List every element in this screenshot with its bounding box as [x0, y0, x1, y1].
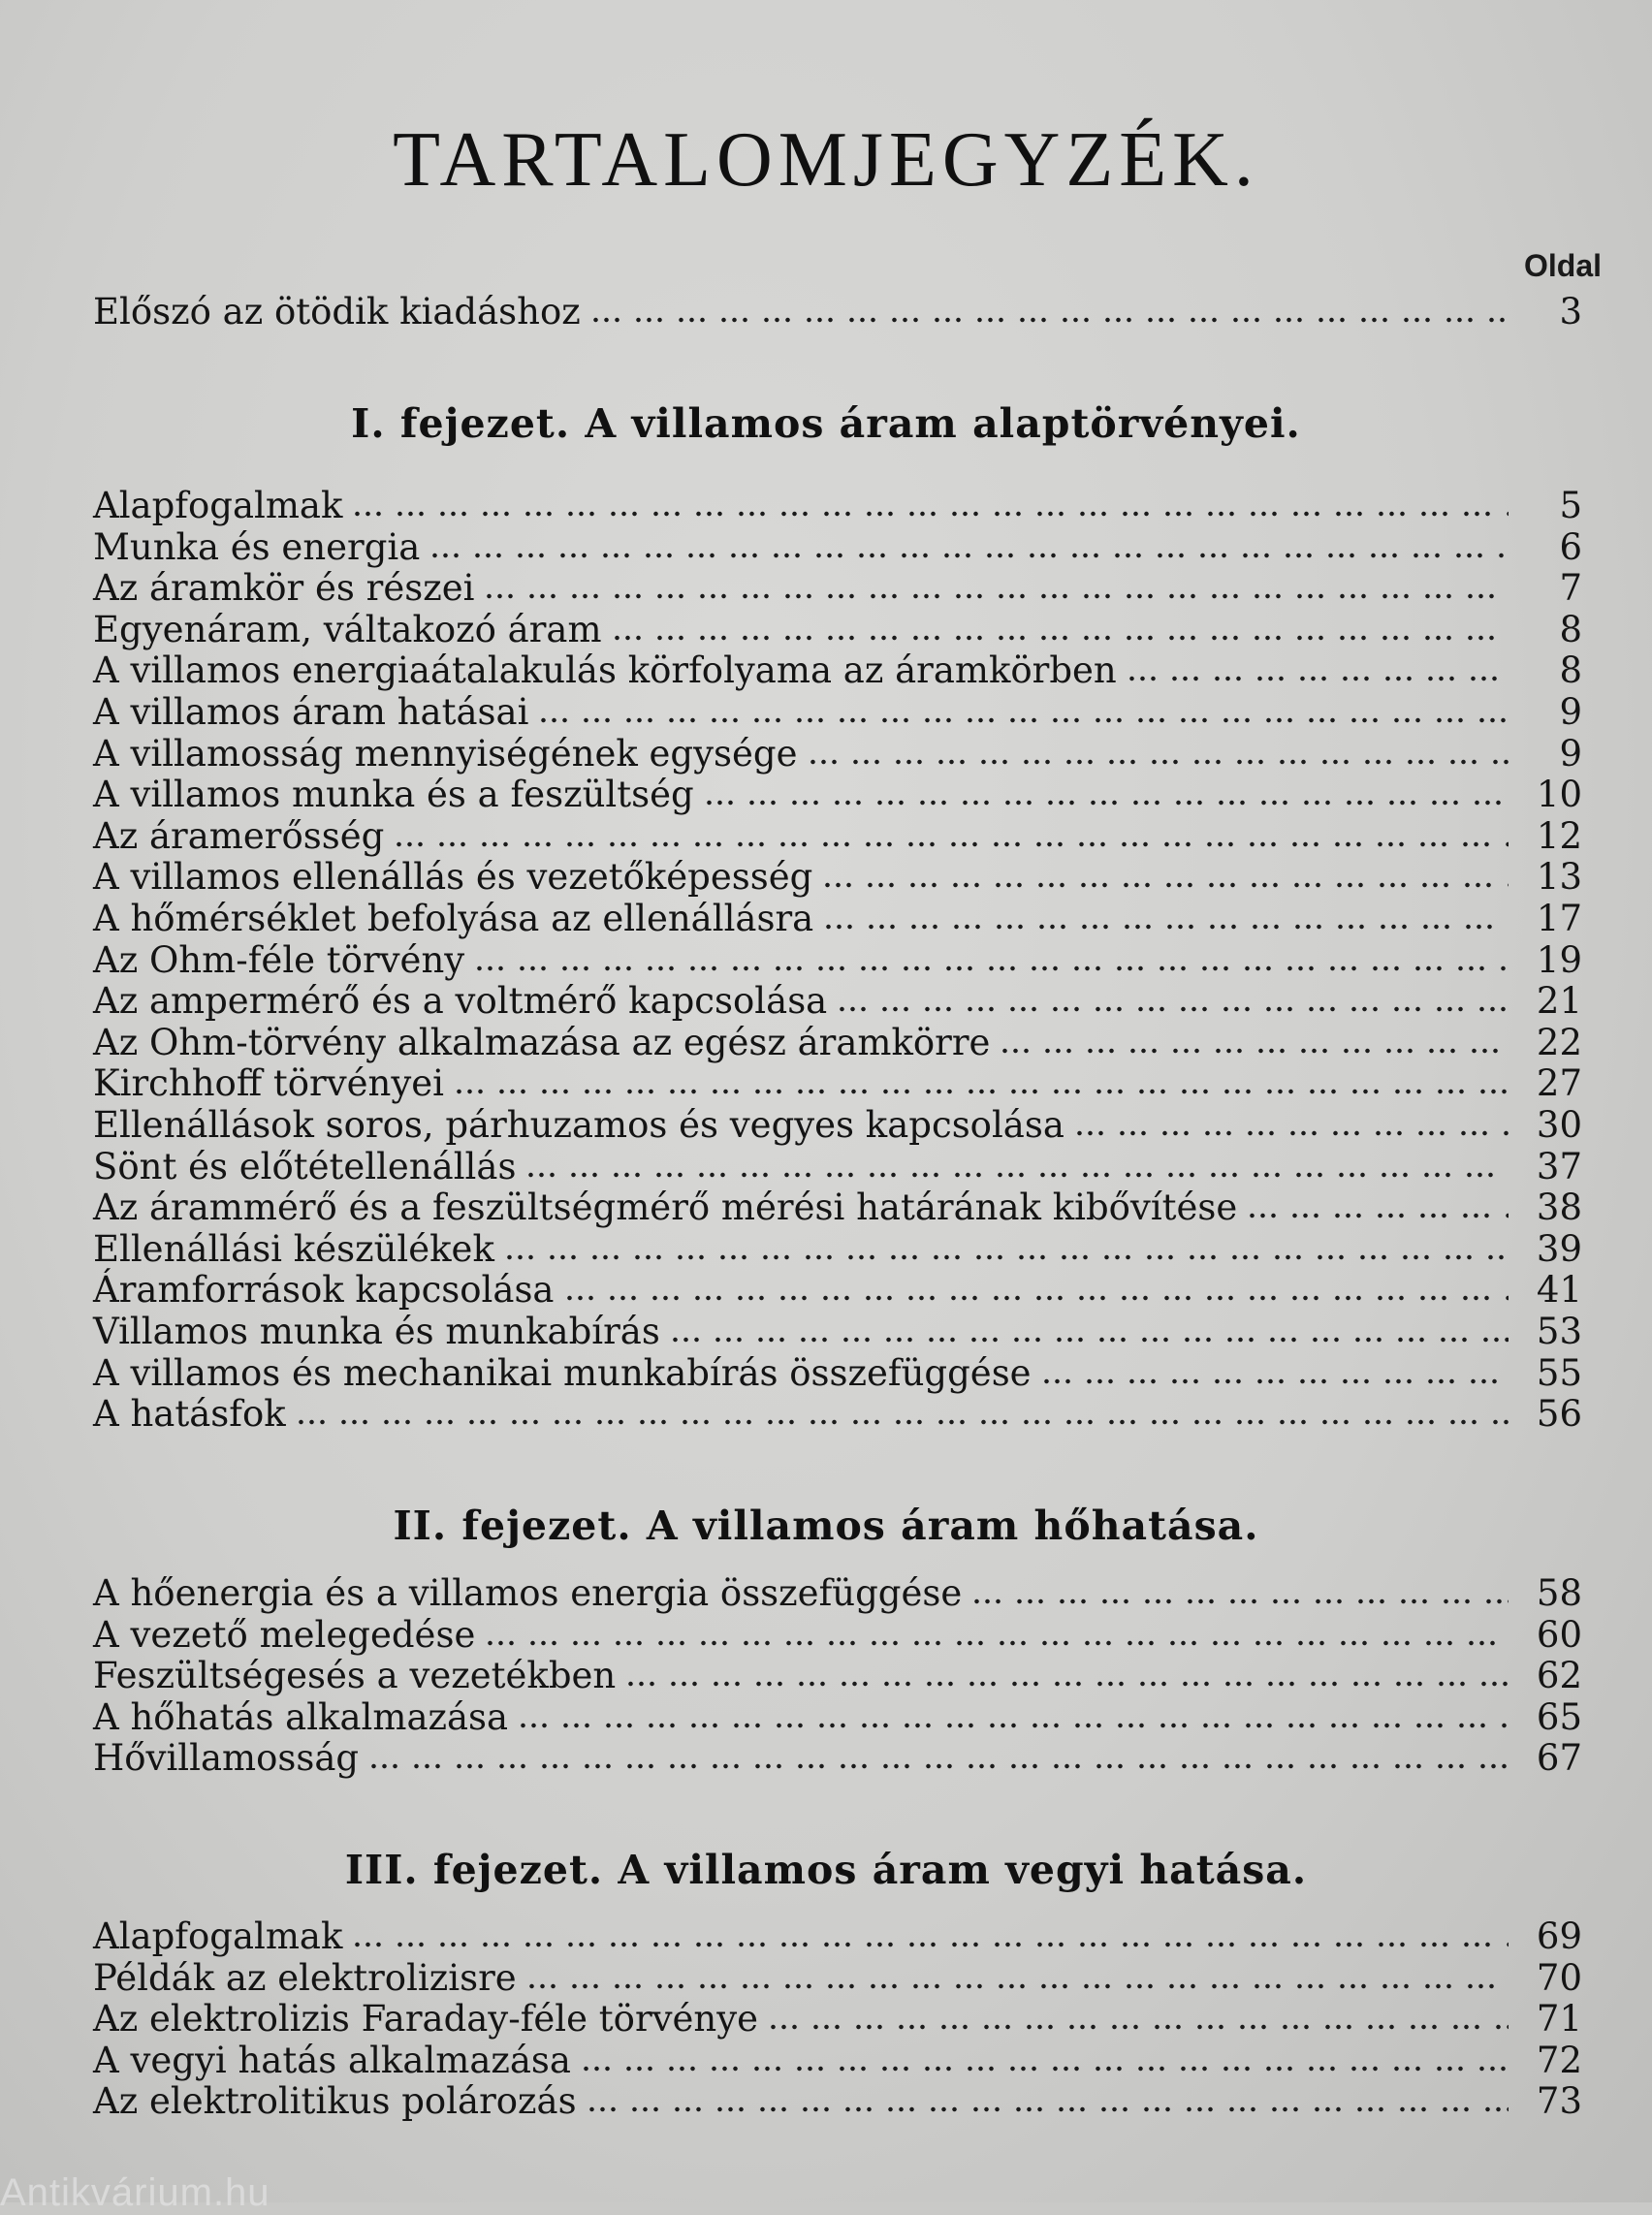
toc-entry-label: Munka és energia	[93, 526, 421, 568]
toc-entry-label: Az Ohm-törvény alkalmazása az egész áramkörre	[93, 1022, 991, 1063]
dot-leader	[704, 800, 1509, 806]
page-column-header: Oldal	[1523, 248, 1602, 283]
toc-entry	[93, 567, 1582, 610]
toc-entry-label: Az áramerősség	[93, 815, 385, 857]
toc-entry-page: 30	[1536, 1104, 1582, 1146]
page-title: TARTALOMJEGYZÉK.	[393, 117, 1259, 203]
dot-leader	[670, 1337, 1509, 1343]
toc-entry-label: Hővillamosság	[93, 1737, 360, 1779]
toc-entry	[93, 1696, 1582, 1739]
toc-entry-label: A hatásfok	[93, 1393, 286, 1435]
toc-entry	[93, 898, 1582, 940]
toc-entry-page: 65	[1536, 1696, 1582, 1738]
toc-entry-page: 56	[1536, 1393, 1582, 1435]
toc-entry-page: 39	[1536, 1228, 1582, 1270]
toc-entry	[93, 939, 1582, 982]
chapter-heading-1: I. fejezet. A villamos áram alaptörvényei.	[351, 400, 1301, 447]
toc-entry-label: A villamos és mechanikai munkabírás összefüggése	[93, 1352, 1032, 1394]
dot-leader	[823, 924, 1509, 930]
toc-entry	[93, 1393, 1582, 1436]
toc-entry-page: 12	[1536, 815, 1582, 857]
toc-entry-page: 22	[1536, 1022, 1582, 1063]
dot-leader	[590, 317, 1509, 323]
toc-entry-page: 73	[1536, 2080, 1582, 2122]
toc-entry	[93, 1146, 1582, 1188]
toc-entry	[93, 1352, 1582, 1395]
dot-leader	[612, 635, 1509, 641]
toc-entry-foreword	[93, 291, 1582, 333]
toc-entry-page: 27	[1536, 1062, 1582, 1104]
toc-entry-label: Villamos munka és munkabírás	[93, 1311, 660, 1352]
toc-entry-label: A vegyi hatás alkalmazása	[93, 2040, 571, 2081]
dot-leader	[454, 1089, 1509, 1094]
chapter-heading-3: III. fejezet. A villamos áram vegyi hatása.	[344, 1847, 1308, 1893]
toc-entry-label: Ellenállási készülékek	[93, 1228, 494, 1270]
toc-entry-page: 72	[1536, 2040, 1582, 2081]
dot-leader	[1074, 1130, 1509, 1136]
toc-entry-page: 55	[1536, 1352, 1582, 1394]
toc-entry	[93, 2080, 1582, 2123]
dot-leader	[1127, 676, 1509, 681]
dot-leader	[352, 511, 1509, 517]
toc-entry-label: Az áramkör és részei	[93, 567, 475, 609]
toc-entry-label: Áramforrások kapcsolása	[93, 1269, 555, 1311]
toc-entry	[93, 980, 1582, 1023]
toc-entry-label: A villamos munka és a feszültség	[93, 774, 694, 815]
toc-entry	[93, 815, 1582, 858]
toc-entry-page: 67	[1536, 1737, 1582, 1779]
toc-entry-page: 6	[1559, 526, 1582, 568]
toc-entry	[93, 1957, 1582, 2000]
toc-entry-page: 8	[1559, 609, 1582, 650]
toc-entry-page: 69	[1536, 1915, 1582, 1957]
toc-entry	[93, 485, 1582, 527]
toc-entry	[93, 609, 1582, 651]
dot-leader	[429, 553, 1509, 558]
toc-entry-label: Példák az elektrolizisre	[93, 1957, 517, 1999]
toc-entry-label: A vezető melegedése	[93, 1614, 476, 1656]
toc-entry-label: Feszültségesés a vezetékben	[93, 1655, 617, 1696]
toc-entry-label: A villamos ellenállás és vezetőképesség	[93, 856, 813, 898]
dot-leader	[564, 1295, 1509, 1301]
dot-leader	[368, 1763, 1509, 1769]
dot-leader	[504, 1254, 1509, 1260]
toc-entry-page: 3	[1559, 291, 1582, 332]
toc-entry	[93, 1614, 1582, 1657]
toc-entry-page: 21	[1536, 980, 1582, 1022]
dot-leader	[808, 759, 1509, 765]
toc-entry	[93, 1737, 1582, 1780]
toc-entry-page: 17	[1536, 898, 1582, 939]
toc-entry-page: 71	[1536, 1998, 1582, 2040]
dot-leader	[525, 1172, 1509, 1178]
dot-leader	[971, 1598, 1509, 1604]
chapter-heading-2: II. fejezet. A villamos áram hőhatása.	[393, 1503, 1259, 1549]
toc-entry	[93, 1104, 1582, 1147]
toc-entry-page: 38	[1536, 1187, 1582, 1228]
toc-entry-page: 58	[1536, 1572, 1582, 1614]
dot-leader	[1041, 1378, 1509, 1384]
toc-entry	[93, 1228, 1582, 1271]
dot-leader	[474, 965, 1509, 971]
toc-entry-label: A hőmérséklet befolyása az ellenállásra	[93, 898, 814, 939]
toc-entry	[93, 691, 1582, 734]
toc-entry-label: A villamosság mennyiségének egysége	[93, 733, 798, 775]
dot-leader	[484, 593, 1509, 599]
toc-entry-label: Az elektrolizis Faraday-féle törvénye	[93, 1998, 759, 2040]
toc-entry	[93, 1062, 1582, 1105]
toc-entry-page: 13	[1536, 856, 1582, 898]
dot-leader	[352, 1942, 1509, 1947]
toc-entry	[93, 1187, 1582, 1229]
dot-leader	[518, 1723, 1509, 1728]
toc-entry-label: A hőhatás alkalmazása	[93, 1696, 509, 1738]
dot-leader	[581, 2066, 1509, 2072]
toc-entry-label: A villamos energiaátalakulás körfolyama az áramkörben	[93, 649, 1117, 691]
toc-entry-page: 9	[1559, 691, 1582, 733]
toc-entry-label: A villamos áram hatásai	[93, 691, 529, 733]
dot-leader	[296, 1419, 1509, 1425]
toc-entry	[93, 1269, 1582, 1312]
toc-entry	[93, 1572, 1582, 1615]
toc-entry-page: 19	[1536, 939, 1582, 981]
toc-entry	[93, 733, 1582, 775]
toc-entry	[93, 856, 1582, 899]
toc-entry-page: 10	[1536, 774, 1582, 815]
toc-entry	[93, 1915, 1582, 1958]
toc-entry-page: 9	[1559, 733, 1582, 775]
toc-entry-page: 53	[1536, 1311, 1582, 1352]
toc-entry-label: Az ampermérő és a voltmérő kapcsolása	[93, 980, 828, 1022]
toc-entry-label: Ellenállások soros, párhuzamos és vegyes kapcsolása	[93, 1104, 1064, 1146]
dot-leader	[822, 882, 1509, 888]
watermark: Antikvárium.hu	[0, 2171, 270, 2214]
toc-entry-page: 7	[1559, 567, 1582, 609]
toc-entry	[93, 649, 1582, 692]
dot-leader	[394, 841, 1509, 847]
toc-entry-label: Sönt és előtétellenállás	[93, 1146, 517, 1187]
toc-entry-page: 41	[1536, 1269, 1582, 1311]
toc-entry	[93, 1022, 1582, 1064]
toc-entry	[93, 526, 1582, 569]
toc-entry-label: Előszó az ötödik kiadáshoz	[93, 291, 581, 332]
toc-entry-label: Az elektrolitikus polározás	[93, 2080, 577, 2122]
toc-entry-label: Alapfogalmak	[93, 1915, 343, 1957]
toc-entry-label: Kirchhoff törvényei	[93, 1062, 444, 1104]
toc-entry	[93, 1311, 1582, 1353]
toc-entry-label: Az árammérő és a feszültségmérő mérési határának kibővítése	[93, 1187, 1238, 1228]
toc-entry-page: 70	[1536, 1957, 1582, 1999]
toc-entry-page: 60	[1536, 1614, 1582, 1656]
toc-entry-page: 37	[1536, 1146, 1582, 1187]
toc-entry	[93, 1998, 1582, 2041]
toc-entry	[93, 2040, 1582, 2082]
dot-leader	[1000, 1048, 1509, 1054]
dot-leader	[538, 717, 1509, 723]
toc-entry-label: Alapfogalmak	[93, 485, 343, 526]
dot-leader	[485, 1640, 1509, 1646]
dot-leader	[526, 1983, 1509, 1989]
toc-entry-label: A hőenergia és a villamos energia összefüggése	[93, 1572, 963, 1614]
toc-entry	[93, 774, 1582, 816]
dot-leader	[768, 2024, 1509, 2030]
dot-leader	[1247, 1213, 1509, 1218]
toc-entry-label: Egyenáram, váltakozó áram	[93, 609, 602, 650]
toc-entry-page: 8	[1559, 649, 1582, 691]
toc-entry-label: Az Ohm-féle törvény	[93, 939, 465, 981]
dot-leader	[587, 2106, 1509, 2112]
toc-entry-page: 5	[1559, 485, 1582, 526]
dot-leader	[625, 1681, 1509, 1687]
toc-entry-page: 62	[1536, 1655, 1582, 1696]
dot-leader	[837, 1006, 1509, 1012]
toc-entry	[93, 1655, 1582, 1697]
